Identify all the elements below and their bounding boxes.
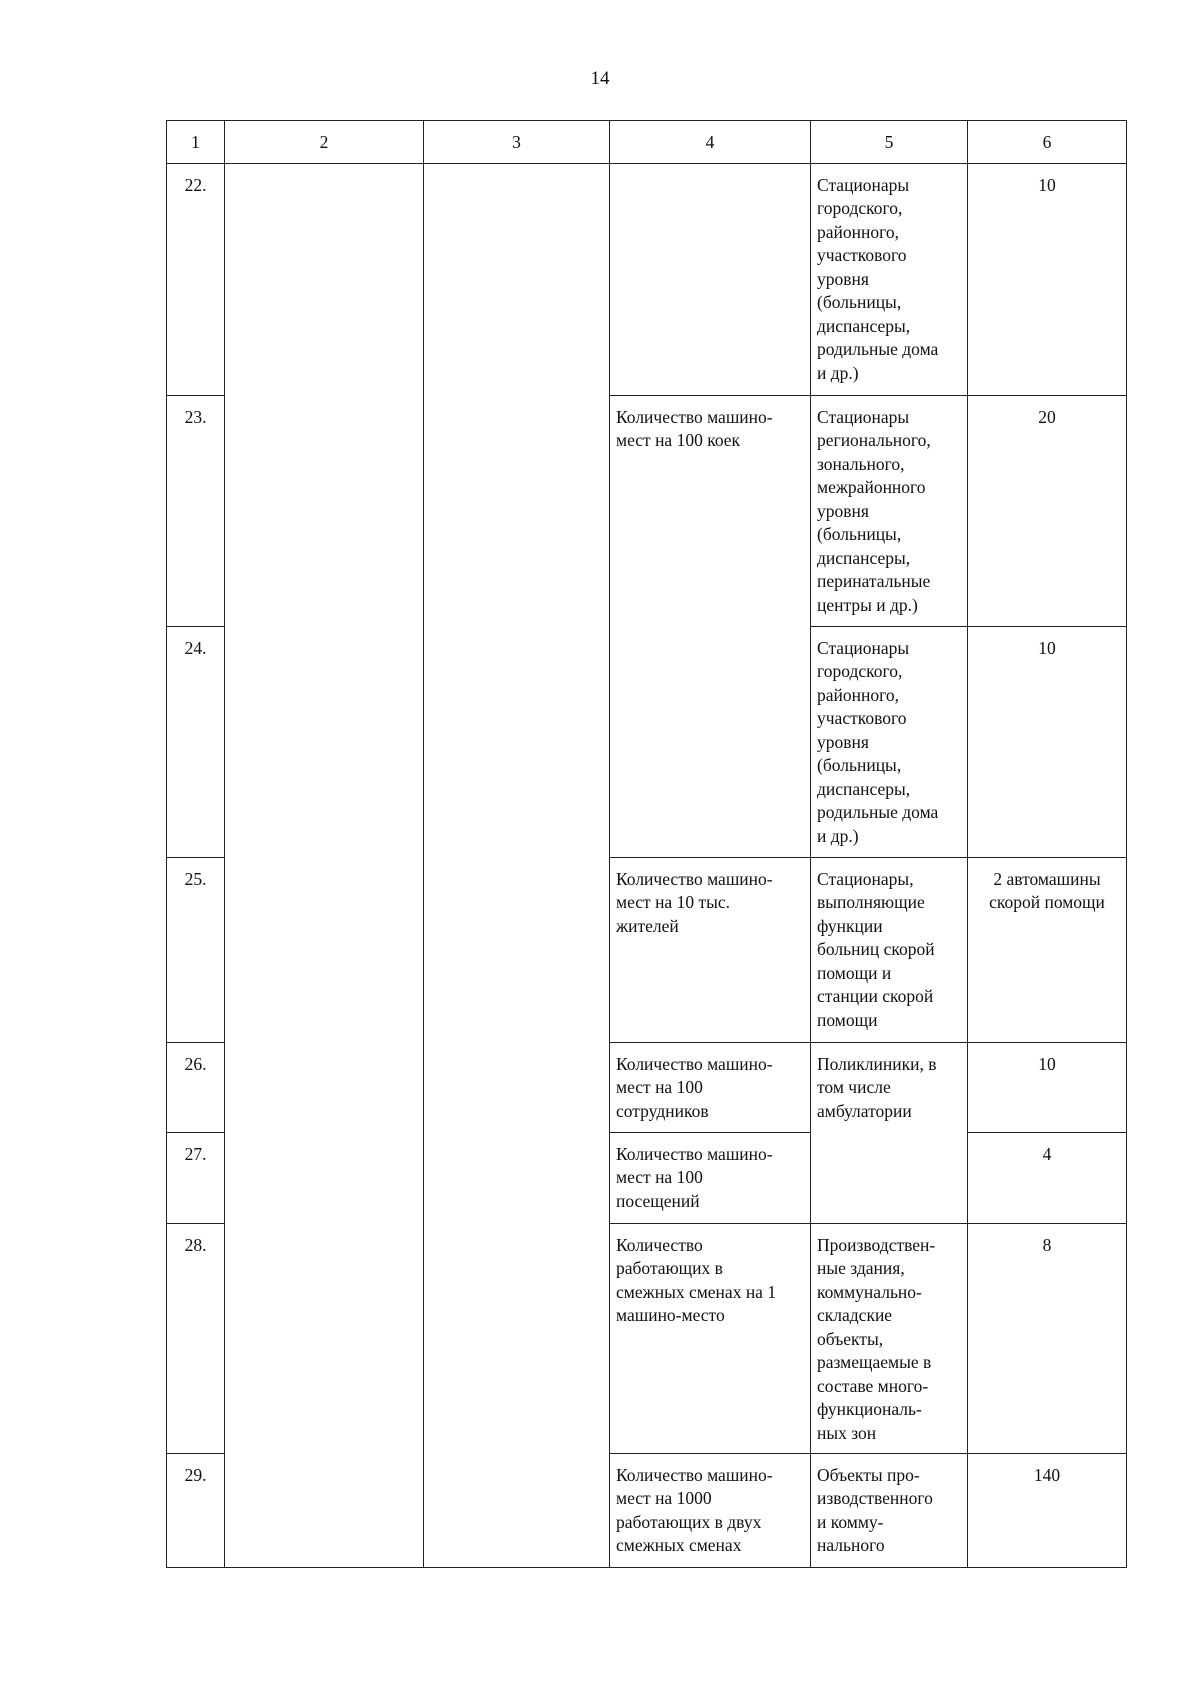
header-col-6: 6 [968,121,1127,164]
norm-value-cell: 140 [968,1453,1127,1567]
header-row [167,121,1127,164]
header-col-3: 3 [424,121,610,164]
object-type-cell: Стационары городского, районного, участкового уровня (больницы, диспансеры, родильные дома и др.) [811,626,968,857]
header-col-1: 1 [167,121,225,164]
object-type-cell: Стационары городского, районного, участкового уровня (больницы, диспансеры, родильные дома и др.) [811,163,968,395]
indicator-cell: Количество машино- мест на 100 посещений [610,1132,811,1223]
row-number: 22. [167,163,225,395]
indicator-cell: Количество работающих в смежных сменах на 1 машино-место [610,1223,811,1453]
header-col-5: 5 [811,121,968,164]
column-2-merged-cell [225,163,424,1567]
indicator-cell: Количество машино- мест на 1000 работающих в двух смежных сменах [610,1453,811,1567]
row-number: 25. [167,857,225,1042]
row-number: 24. [167,626,225,857]
norm-value-cell: 4 [968,1132,1127,1223]
header-col-2: 2 [225,121,424,164]
indicator-cell [610,163,811,395]
row-number: 26. [167,1042,225,1132]
object-type-cell: Стационары, выполняющие функции больниц скорой помощи и станции скорой помощи [811,857,968,1042]
table-row [167,163,1127,395]
norm-value-cell: 10 [968,1042,1127,1132]
object-type-cell: Стационары регионального, зонального, межрайонного уровня (больницы, диспансеры, перинатальные центры и др.) [811,395,968,626]
norm-value-cell: 20 [968,395,1127,626]
norm-value-cell: 10 [968,626,1127,857]
page-number: 14 [590,68,610,89]
column-3-merged-cell [424,163,610,1567]
indicator-cell: Количество машино- мест на 10 тыс. жителей [610,857,811,1042]
norm-value-cell: 10 [968,163,1127,395]
indicator-cell: Количество машино- мест на 100 коек [610,395,811,857]
row-number: 23. [167,395,225,626]
header-col-4: 4 [610,121,811,164]
indicator-cell: Количество машино- мест на 100 сотрудников [610,1042,811,1132]
object-type-cell: Производствен- ные здания, коммунально- складские объекты, размещаемые в составе много- функциональ- ных зон [811,1223,968,1453]
row-number: 29. [167,1453,225,1567]
norms-table [166,120,1127,1568]
norm-value-cell: 8 [968,1223,1127,1453]
row-number: 28. [167,1223,225,1453]
norm-value-cell: 2 автомашины скорой помощи [968,857,1127,1042]
object-type-cell: Объекты про- изводственного и комму- нального [811,1453,968,1567]
object-type-cell: Поликлиники, в том числе амбулатории [811,1042,968,1223]
row-number: 27. [167,1132,225,1223]
